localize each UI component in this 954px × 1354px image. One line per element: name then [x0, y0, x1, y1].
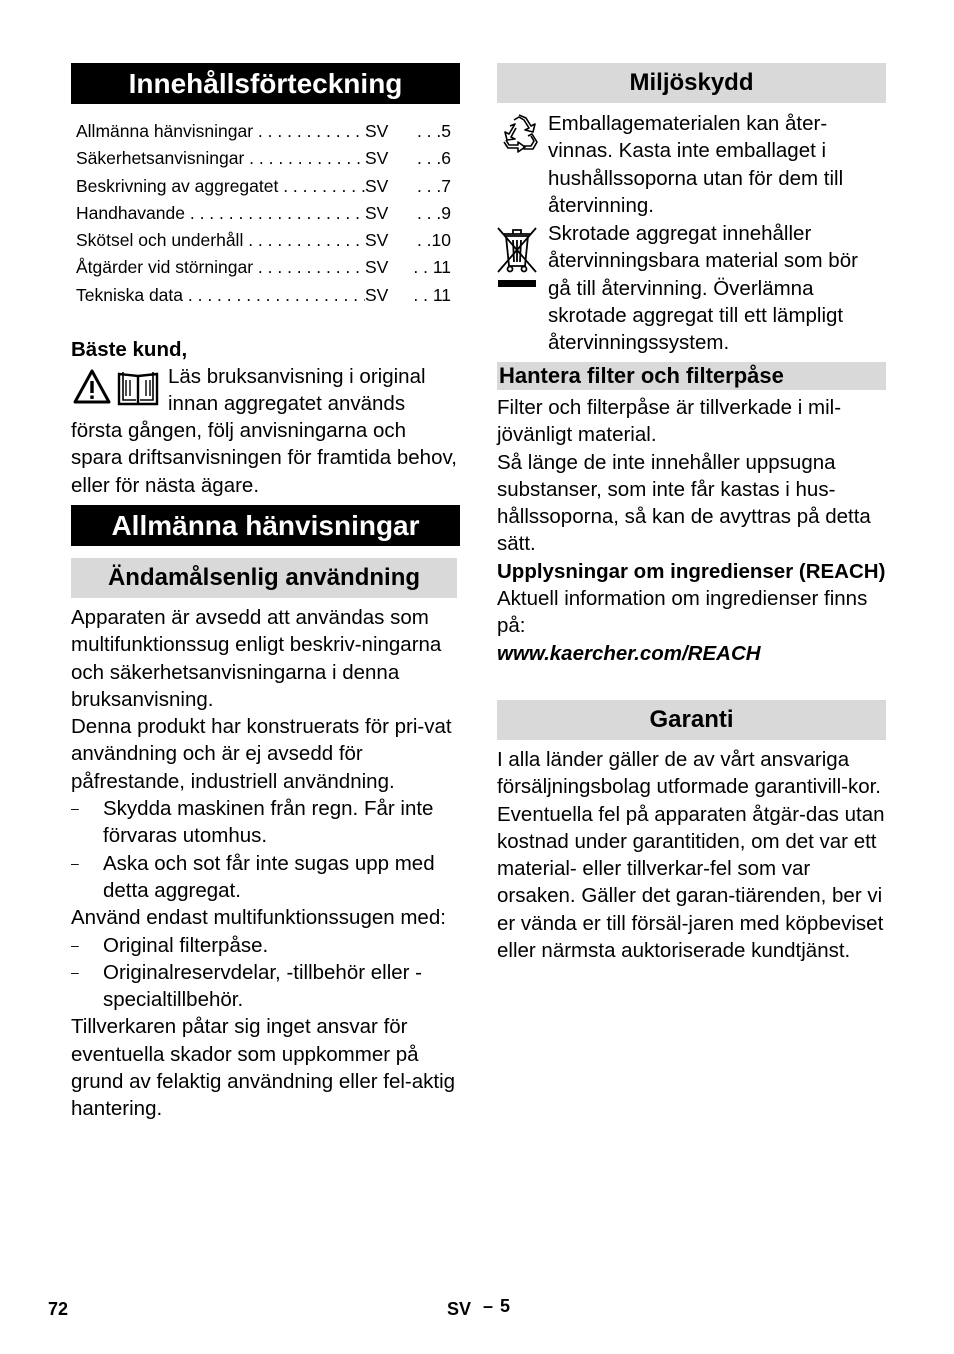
greeting: Bäste kund, — [71, 338, 188, 361]
paragraph: Så länge de inte innehåller uppsugna substanser, som inte får kastas i hus-hållssoporna, så kan de avyttras på detta sätt. — [497, 450, 871, 556]
section-title-filter: Hantera filter och filterpåse — [497, 362, 886, 390]
toc-entry-title: Skötsel och underhåll — [76, 230, 244, 251]
toc-entry-page: . . 11 — [413, 257, 451, 278]
paragraph: Filter och filterpåse är tillverkade i mil-jövänligt material. — [497, 396, 842, 447]
recycle-icon — [498, 114, 540, 156]
toc-entry-lang: SV — [365, 227, 401, 254]
page-number: 72 — [48, 1299, 69, 1319]
list-item — [71, 959, 460, 1014]
toc-entry[interactable] — [71, 227, 460, 254]
intended-use-body — [71, 604, 460, 1123]
toc-entry-lang: SV — [365, 200, 401, 227]
reach-link[interactable]: www.kaercher.com/REACH — [497, 641, 761, 665]
warranty-text: I alla länder gäller de av vårt ansvariga försäljningsbolag utformade garantivill-kor. Eventuella fel på apparaten åtgär-das utan kostnad under garantitiden, om det var ett material- eller tillverkar-fel som var orsaken. Gäller det garan-tiärenden, ber vi er vända er till försäl-jaren med köpbeviset eller närmsta auktoriserade kundtjänst. — [497, 748, 885, 963]
list-item — [71, 795, 460, 850]
footer-lang: SV — [447, 1299, 472, 1319]
intro-line-2: innan aggregatet används — [168, 392, 406, 415]
reach-heading: Upplysningar om ingredienser (REACH) — [497, 559, 886, 583]
paragraph: Apparaten är avsedd att användas som multifunktionssug enligt beskriv-ningarna och säkerhetsanvisningarna i denna bruksanvisning. — [71, 606, 442, 711]
toc-entry-page: . . .7 — [416, 175, 451, 196]
footer-dash: – — [483, 1296, 494, 1316]
toc-entry[interactable] — [71, 282, 460, 309]
footer-section-page: 5 — [500, 1296, 511, 1316]
paragraph: Tillverkaren påtar sig inget ansvar för eventuella skador som uppkommer på grund av felaktig användning eller fel-aktig hantering. — [71, 1015, 456, 1121]
toc-entry-title: Allmänna hänvisningar — [76, 121, 254, 141]
filter-body — [497, 394, 886, 667]
table-of-contents — [71, 118, 460, 309]
section-title-general: Allmänna hänvisningar — [71, 505, 460, 546]
toc-entry-title: Åtgärder vid störningar — [76, 257, 254, 278]
toc-entry-title: Beskrivning av aggregatet — [76, 175, 279, 196]
toc-entry-page: . . .6 — [416, 148, 451, 169]
section-title-intended-use: Ändamålsenlig användning — [71, 558, 457, 598]
toc-entry[interactable] — [71, 173, 460, 200]
section-title-warranty: Garanti — [497, 700, 886, 740]
intro-text: första gången, följ anvisningarna och spara driftsanvisningen för framtida behov, eller för nästa ägare. — [71, 419, 457, 497]
paragraph: Aktuell information om ingredienser finns på: — [497, 587, 868, 638]
toc-entry[interactable] — [71, 145, 460, 172]
toc-entry[interactable] — [71, 254, 460, 281]
crossed-bin-icon — [494, 224, 540, 292]
bullet-dash: – — [71, 854, 79, 871]
manual-book-icon — [116, 368, 160, 408]
paragraph: Använd endast multifunktionssugen med: — [71, 906, 446, 930]
paragraph: Denna produkt har konstruerats för pri-vat användning och är ej avsedd för påfrestande, industriell användning. — [71, 715, 452, 793]
list-item — [71, 932, 460, 959]
toc-entry-lang: SV — [365, 118, 401, 145]
toc-title: Innehållsförteckning — [71, 63, 460, 104]
toc-entry-page: . . .9 — [416, 202, 451, 223]
toc-entry-lang: SV — [365, 145, 401, 172]
toc-entry[interactable] — [71, 118, 460, 145]
toc-entry-title: Tekniska data — [76, 284, 184, 305]
list-item-text: Skydda maskinen från regn. Får inte förvaras utomhus. — [103, 797, 434, 848]
bullet-dash: – — [71, 936, 79, 953]
toc-entry-page: . . 11 — [413, 284, 451, 305]
list-item-text: Original filterpåse. — [103, 933, 269, 957]
section-title-environment: Miljöskydd — [497, 63, 886, 103]
intro-line-1: Läs bruksanvisning i original — [168, 365, 426, 388]
warning-icon — [72, 368, 112, 406]
toc-entry-lang: SV — [365, 254, 401, 281]
list-item — [71, 850, 460, 905]
bullet-dash: – — [71, 800, 79, 817]
list-item-text: Originalreservdelar, -tillbehör eller -specialtillbehör. — [103, 960, 423, 1012]
toc-entry-title: Handhavande — [76, 202, 185, 223]
toc-entry-lang: SV — [365, 282, 401, 309]
scrap-text: Skrotade aggregat innehåller återvinningsbara material som bör gå till återvinning. Överlämna skrotade aggregat till ett lämpligt återvinningssystem. — [548, 222, 858, 355]
packaging-text: Emballagematerialen kan åter-vinnas. Kasta inte emballaget i hushållssoporna utan för dem till återvinning. — [548, 112, 844, 217]
list-item-text: Aska och sot får inte sugas upp med detta aggregat. — [103, 851, 435, 902]
toc-entry[interactable] — [71, 200, 460, 227]
toc-entry-page: . . .5 — [416, 121, 451, 141]
toc-entry-title: Säkerhetsanvisningar — [76, 148, 245, 169]
toc-entry-page: . .10 — [416, 230, 451, 251]
toc-entry-lang: SV — [365, 173, 401, 200]
bullet-dash: – — [71, 963, 79, 980]
